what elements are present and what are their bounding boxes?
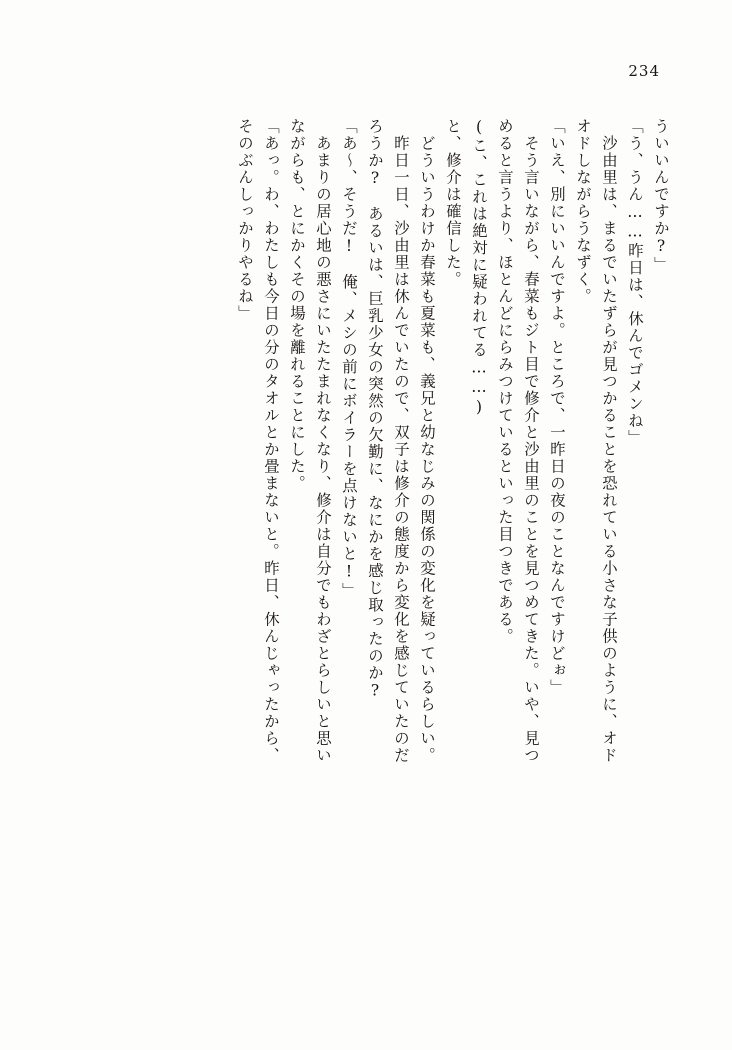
page-number: 234 xyxy=(628,62,660,80)
text-line: (こ、これは絶対に疑われてる……) xyxy=(470,118,488,418)
text-line: そう言いながら、春菜もジト目で修介と沙由里のことを見つめてきた。いや、見つ xyxy=(522,118,540,764)
text-line: そのぶんしっかりやるね」 xyxy=(236,118,254,322)
text-line: 「う、うん……昨日は、休んでゴメンね」 xyxy=(626,118,644,447)
text-line: オドしながらうなずく。 xyxy=(574,118,592,305)
text-line: 沙由里は、まるでいたずらが見つかることを恐れている小さな子供のように、オド xyxy=(600,118,618,764)
text-line: どういうわけか春菜も夏菜も、義兄と幼なじみの関係の変化を疑っているらしい。 xyxy=(418,118,436,764)
text-line: あまりの居心地の悪さにいたたまれなくなり、修介は自分でもわざとらしいと思い xyxy=(314,118,332,764)
text-line: 「いえ、別にいいんですよ。ところで、一昨日の夜のことなんですけどぉ」 xyxy=(548,118,566,696)
text-line: めると言うより、ほとんどにらみつけているといった目つきである。 xyxy=(496,118,514,645)
text-line: ながらも、とにかくその場を離れることにした。 xyxy=(288,118,306,492)
text-line: 昨日一日、沙由里は休んでいたので、双子は修介の態度から変化を感じていたのだ xyxy=(392,118,410,764)
text-line: 「あ～、そうだ! 俺、メシの前にボイラーを点けないと!」 xyxy=(340,118,358,600)
text-line: と、修介は確信した。 xyxy=(444,118,462,288)
text-line: ろうか? あるいは、巨乳少女の突然の欠勤に、なにかを感じ取ったのか? xyxy=(366,118,384,702)
body-text-block xyxy=(70,118,674,990)
text-line: 「あっ。わ、わたしも今日の分のタオルとか畳まないと。昨日、休んじゃったから、 xyxy=(262,118,280,764)
text-line: ういいんですか?」 xyxy=(652,118,670,274)
